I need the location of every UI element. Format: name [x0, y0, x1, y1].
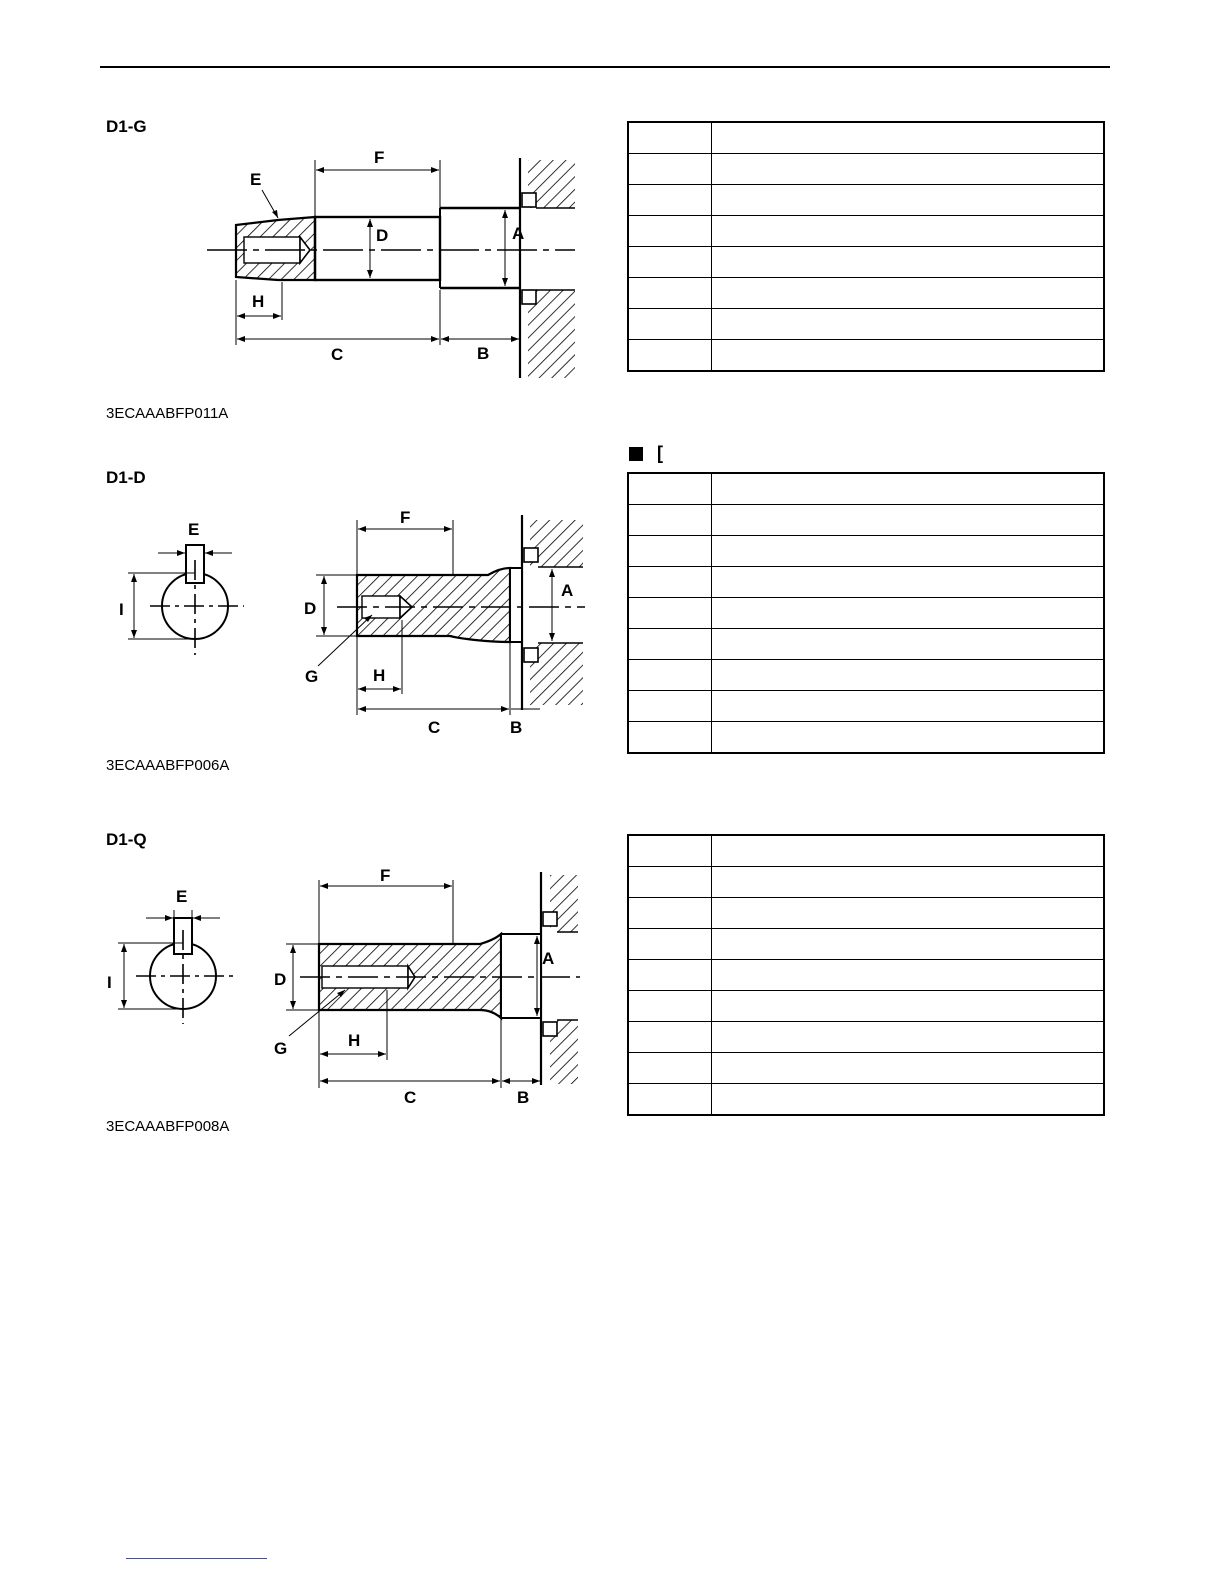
- table-heading-text: [: [657, 443, 663, 463]
- spec-table-d1-g: [627, 121, 1105, 372]
- label-b: B: [510, 718, 523, 737]
- table-row: [628, 473, 1104, 505]
- top-rule: [100, 66, 1110, 68]
- label-h: H: [348, 1031, 361, 1050]
- shaft-drawing-d1-q: [270, 862, 590, 1112]
- label-e: E: [176, 887, 188, 906]
- section-title-d1-q: D1-Q: [106, 830, 147, 849]
- table-row: [628, 991, 1104, 1022]
- table-row: [628, 567, 1104, 598]
- table-row: [628, 185, 1104, 216]
- section-title-d1-g: D1-G: [106, 117, 147, 136]
- label-d: D: [376, 226, 389, 245]
- table-row: [628, 340, 1104, 372]
- keyway-section-d1-d: [110, 510, 250, 660]
- label-d: D: [304, 599, 317, 618]
- table-row: [628, 898, 1104, 929]
- label-c: C: [404, 1088, 417, 1107]
- shaft-drawing-d1-d: [300, 505, 590, 740]
- table-row: [628, 154, 1104, 185]
- footer-link-underline[interactable]: [126, 1558, 267, 1559]
- spec-table-d1-d: [627, 472, 1105, 754]
- label-e: E: [188, 520, 200, 539]
- table-row: [628, 598, 1104, 629]
- spec-table-d1-q: [627, 834, 1105, 1116]
- label-a: A: [542, 949, 555, 968]
- label-d: D: [274, 970, 287, 989]
- figure-code-d1-d: 3ECAAABFP006A: [106, 757, 230, 774]
- table-row: [628, 835, 1104, 867]
- section-title-d1-d: D1-D: [106, 468, 146, 487]
- label-f: F: [380, 866, 391, 885]
- keyway-section-d1-q: [100, 880, 250, 1030]
- table-row: [628, 505, 1104, 536]
- table-heading: [629, 443, 663, 464]
- table-row: [628, 960, 1104, 991]
- label-c: C: [428, 718, 441, 737]
- table-row: [628, 122, 1104, 154]
- label-h: H: [373, 666, 386, 685]
- table-row: [628, 216, 1104, 247]
- table-row: [628, 1084, 1104, 1116]
- table-row: [628, 536, 1104, 567]
- label-g: G: [274, 1039, 288, 1058]
- table-row: [628, 929, 1104, 960]
- label-i: I: [119, 600, 124, 619]
- label-b: B: [517, 1088, 530, 1107]
- table-row: [628, 722, 1104, 754]
- bullet-square-icon: [629, 447, 643, 461]
- label-i: I: [107, 973, 112, 992]
- label-f: F: [374, 148, 385, 167]
- table-row: [628, 309, 1104, 340]
- label-g: G: [305, 667, 319, 686]
- label-a: A: [561, 581, 574, 600]
- figure-code-d1-g: 3ECAAABFP011A: [106, 405, 229, 422]
- label-f: F: [400, 508, 411, 527]
- table-row: [628, 660, 1104, 691]
- table-row: [628, 1053, 1104, 1084]
- table-row: [628, 867, 1104, 898]
- label-c: C: [331, 345, 344, 364]
- label-b: B: [477, 344, 490, 363]
- table-row: [628, 629, 1104, 660]
- shaft-drawing-d1-g: [200, 145, 590, 385]
- table-row: [628, 278, 1104, 309]
- label-h: H: [252, 292, 265, 311]
- table-row: [628, 691, 1104, 722]
- table-row: [628, 1022, 1104, 1053]
- label-a: A: [512, 224, 525, 243]
- figure-code-d1-q: 3ECAAABFP008A: [106, 1118, 230, 1135]
- table-row: [628, 247, 1104, 278]
- label-e: E: [250, 170, 262, 189]
